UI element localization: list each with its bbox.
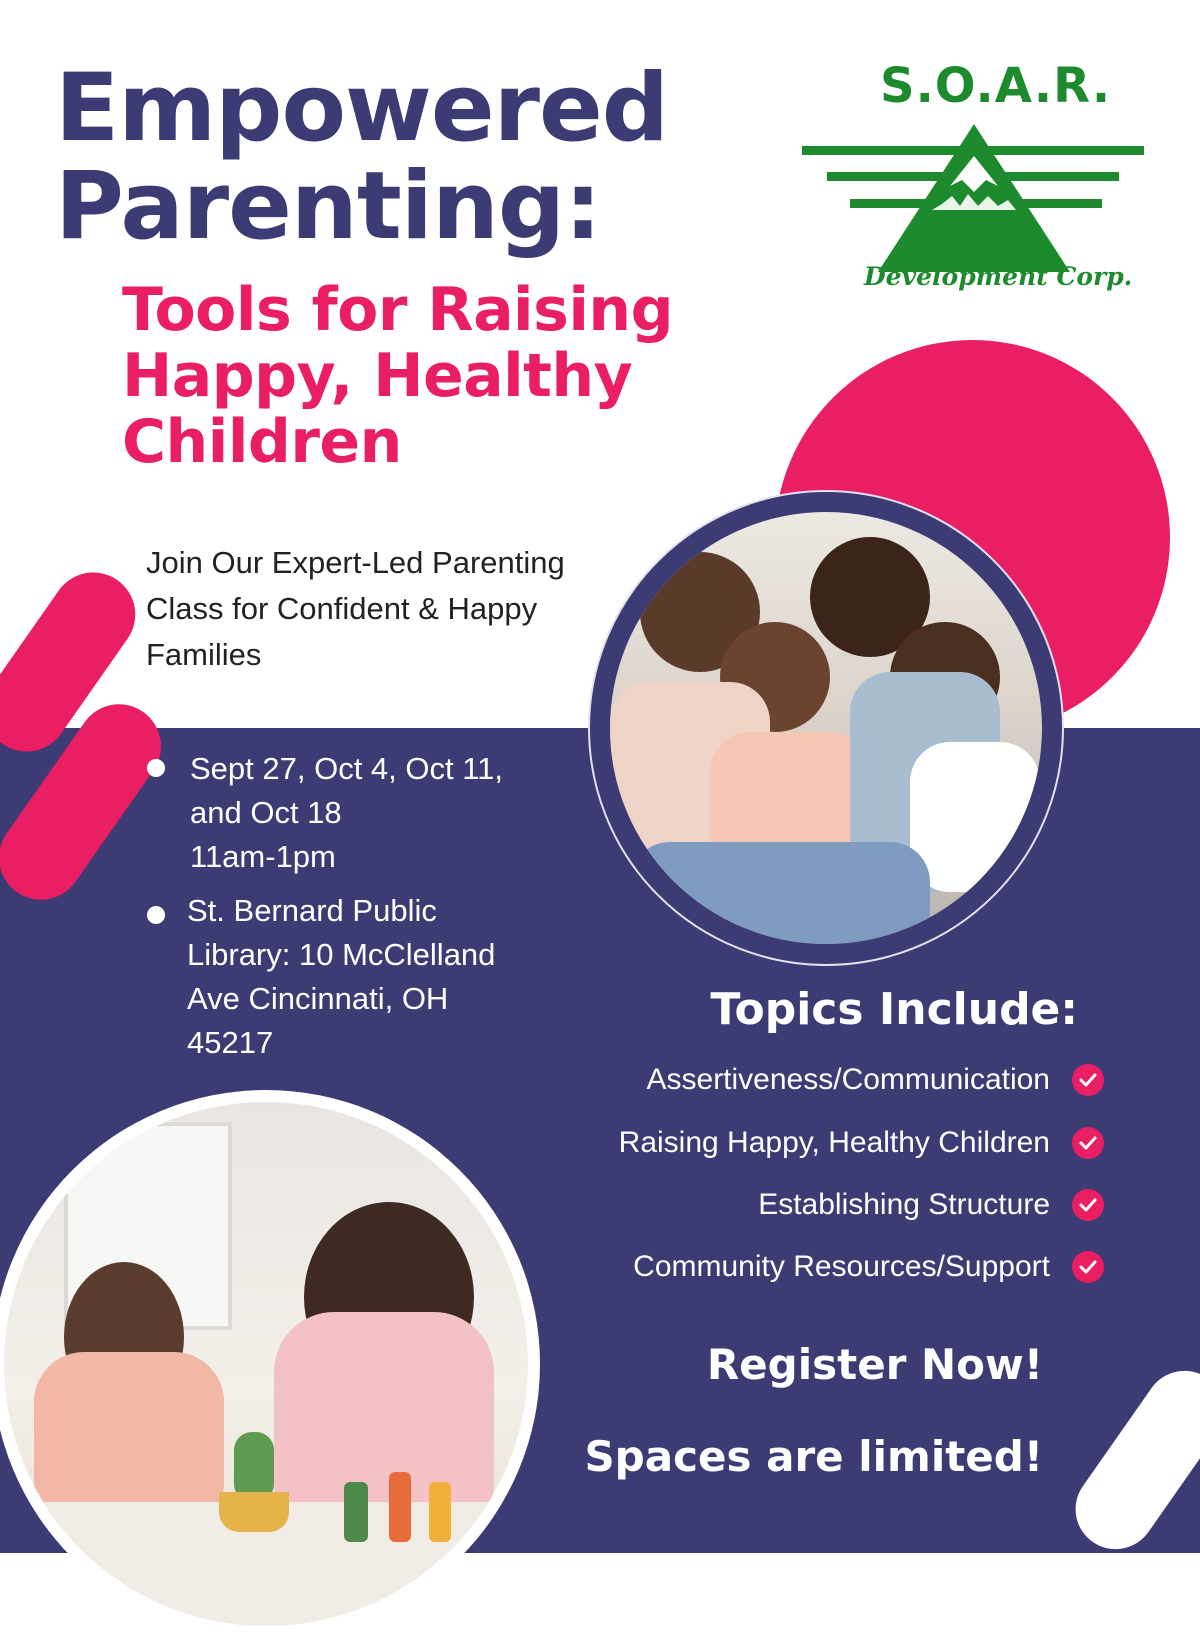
topic-label: Assertiveness/Communication bbox=[646, 1063, 1050, 1096]
family-photo bbox=[588, 490, 1064, 966]
spaces-limited-text: Spaces are limited! bbox=[584, 1432, 1043, 1481]
topics-heading: Topics Include: bbox=[710, 984, 1078, 1035]
bullet-icon bbox=[147, 906, 165, 924]
check-icon bbox=[1072, 1189, 1104, 1221]
check-icon bbox=[1072, 1064, 1104, 1096]
title-line-2: Parenting: bbox=[55, 152, 601, 261]
check-icon bbox=[1072, 1127, 1104, 1159]
subtitle-line-2: Happy, Healthy bbox=[122, 341, 633, 411]
schedule-text: Sept 27, Oct 4, Oct 11, and Oct 18 11am-1pm bbox=[190, 751, 504, 874]
location-text: St. Bernard Public Library: 10 McClelland Ave Cincinnati, OH 45217 bbox=[187, 893, 496, 1060]
mountain-triangle-icon bbox=[802, 122, 1147, 272]
bullet-icon bbox=[147, 759, 165, 777]
topic-item bbox=[619, 1123, 1104, 1163]
topic-item bbox=[647, 1060, 1105, 1100]
subtitle-line-1: Tools for Raising bbox=[122, 275, 674, 345]
logo-name: S.O.A.R. bbox=[880, 58, 1112, 114]
register-now-text: Register Now! bbox=[706, 1340, 1043, 1389]
check-icon bbox=[1072, 1251, 1104, 1283]
painting-photo bbox=[0, 1090, 540, 1638]
topic-item bbox=[758, 1185, 1104, 1225]
intro-text: Join Our Expert-Led Parenting Class for Confident & Happy Families bbox=[146, 545, 565, 672]
topic-label: Raising Happy, Healthy Children bbox=[618, 1126, 1050, 1159]
topic-label: Community Resources/Support bbox=[633, 1250, 1050, 1283]
title-line-1: Empowered bbox=[55, 54, 669, 163]
logo-tagline: Development Corp. bbox=[864, 262, 1133, 291]
soar-logo bbox=[802, 52, 1147, 302]
subtitle-line-3: Children bbox=[122, 407, 402, 477]
topic-label: Establishing Structure bbox=[758, 1188, 1050, 1221]
topic-item bbox=[633, 1247, 1104, 1287]
